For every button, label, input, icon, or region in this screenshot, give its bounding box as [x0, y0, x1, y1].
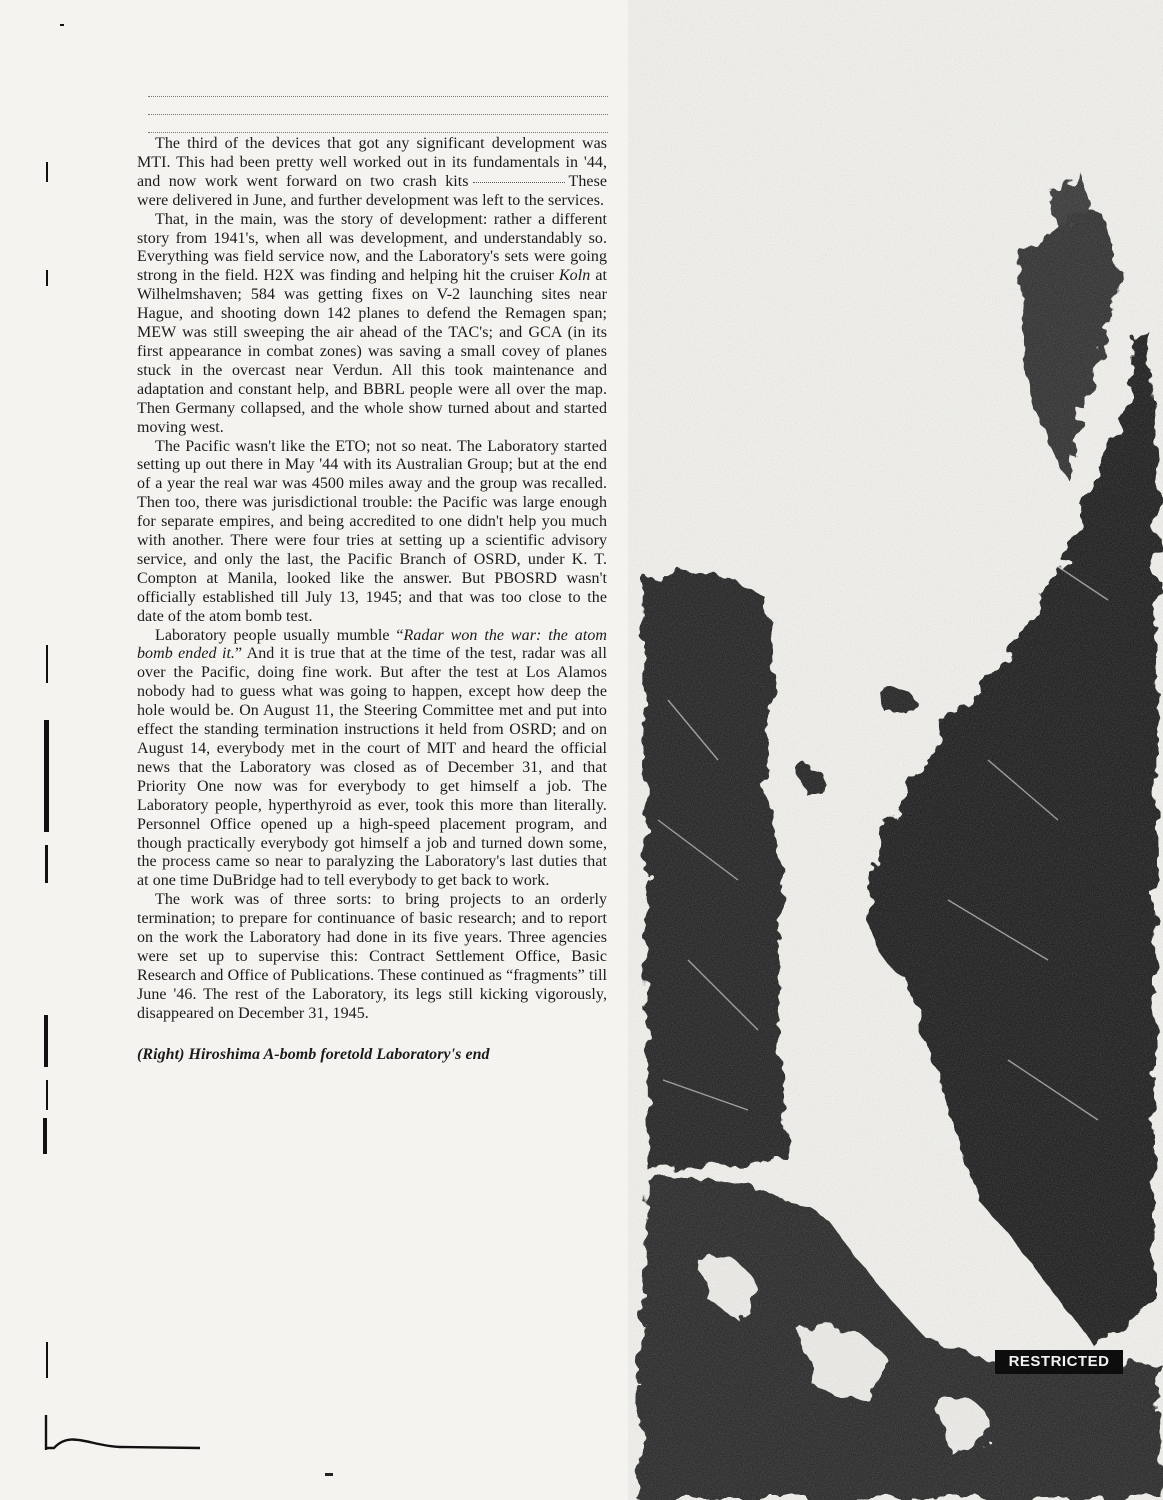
scan-artifact [43, 1118, 47, 1154]
text-column [137, 135, 607, 1065]
paragraph-text: That, in the main, was the story of development: rather a different story from 1941's, when all was development, and understandably so. Everything was field service now, and the Laboratory's sets were going strong in the field. H2X was finding and helping hit the cruiser [137, 210, 607, 285]
scan-artifact [46, 645, 48, 683]
scan-artifact [325, 1473, 333, 1476]
paragraph-text: at Wilhelmshaven; 584 was getting fixes on V-2 launching sites near Hague, and shooting down 142 planes to defend the Remagen span; MEW was still sweeping the air ahead of the TAC's; and GCA (in its first appearance in combat zones) was saving a small covey of planes stuck in the overcast near Verdun. All this took maintenance and adaptation and constant help, and BBRL people were all over the map. Then Germany collapsed, and the whole show turned about and started moving west. [137, 267, 607, 436]
redaction-line [148, 132, 608, 133]
quote: Radar won the war: the atom bomb ended it. [137, 626, 608, 663]
paragraph [137, 211, 607, 438]
paragraph [137, 627, 607, 892]
paragraph [137, 135, 607, 211]
scan-artifact [44, 720, 49, 832]
scan-artifact [46, 1080, 48, 1110]
paragraph: The Pacific wasn't like the ETO; not so neat. The Laboratory started setting up out there in May '44 with its Australian Group; but at the end of a year the real war was 4500 miles away and the group was recalled. Then too, there was jurisdictional trouble: the Pacific was large enough for separate empires, and being accredited to one didn't help you much with another. There were four tries at setting up a scientific advisory service, and only the last, the Pacific Branch of OSRD, under K. T. Compton at Manila, looked like the answer. But PBOSRD wasn't officially established till July 13, 1945; and that was too close to the date of the atom bomb test. [137, 437, 607, 625]
ship-name: Koln [558, 267, 591, 285]
redaction-gap [473, 181, 565, 183]
scan-artifact [46, 270, 48, 286]
paragraph-text: Laboratory people usually mumble “ [155, 626, 404, 644]
paragraph: The work was of three sorts: to bring projects to an orderly termination; to prepare for continuance of basic research; and to report on the work the Laboratory had done in its five years. Three agencies were set up to supervise this: Contract Settlement Office, Basic Research and Office of Publications. These continued as “fragments” till June '46. The rest of the Laboratory, its legs still kicking vigorously, disappeared on December 31, 1945. [137, 891, 607, 1022]
paragraph-text: The third of the devices that got any significant development was MTI. This had been pretty well worked out in its fundamentals in '44, and now work went forward on two crash kits [137, 135, 607, 190]
paragraph-text: These were delivered in June, and further development was left to the services. [137, 172, 607, 209]
paragraph-text: ” And it is true that at the time of the test, radar was all over the Pacific, doing fine work. But after the test at Los Alamos nobody had to guess what was going to happen, except how deep the hole would be. On August 11, the Steering Committee met and put into effect the standing termination instructions it held from OSRD; and on August 14, everybody met in the court of MIT and heard the official news that the Laboratory was closed as of December 31, and that Priority One now was for everybody to get himself a job. The Laboratory people, hyperthyroid as ever, took this more than literally. Personnel Office opened up a high-speed placement program, and though practically everybody got himself a job and turned down some, the process came so near to paralyzing the Laboratory's last duties that at one time DuBridge had to tell everybody to get back to work. [137, 645, 607, 890]
scan-artifact [60, 24, 64, 26]
scan-artifact [45, 845, 48, 883]
scan-artifact [44, 1015, 48, 1067]
scan-artifact [46, 162, 48, 182]
redaction-line [148, 96, 608, 97]
photo-caption: (Right) Hiroshima A-bomb foretold Laboratory's end [137, 1045, 490, 1063]
aerial-photo [628, 0, 1163, 1500]
scan-artifact-curve [30, 1410, 210, 1460]
restricted-stamp: RESTRICTED [995, 1350, 1123, 1374]
scan-artifact [46, 1342, 48, 1378]
redaction-line [148, 114, 608, 115]
